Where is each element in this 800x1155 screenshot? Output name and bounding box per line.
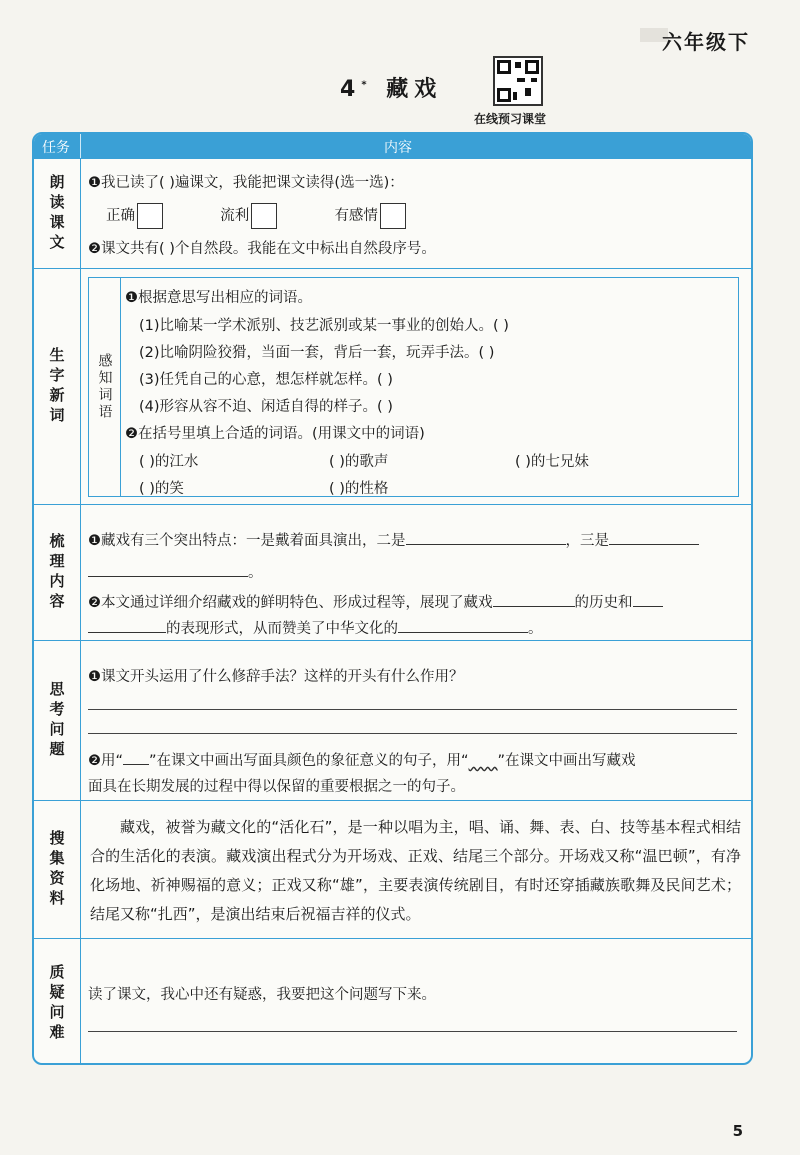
vocab-q2: ❷在括号里填上合适的词语。(用课文中的词语) [125, 426, 425, 442]
fill-item-1: ( )的江水 [139, 454, 199, 470]
option-emotion: 有感情 [334, 208, 378, 224]
outline-q2-c: 的表现形式，从而赞美了中华文化的 [166, 621, 398, 637]
think-q1: ❶课文开头运用了什么修辞手法？这样的开头有什么作用？ [88, 669, 464, 685]
answer-blank[interactable] [398, 618, 528, 633]
fill-item-2: ( )的歌声 [329, 454, 389, 470]
think-q2-d: 面具在长期发展的过程中得以保留的重要根据之一的句子。 [88, 779, 465, 795]
qr-caption: 在线预习课堂 [474, 112, 547, 126]
vocab-content [120, 277, 739, 497]
outline-q1-end: 。 [248, 565, 263, 581]
checkbox-emotion[interactable] [380, 203, 406, 229]
task-label: 朗读课文 [47, 174, 66, 254]
answer-blank[interactable] [88, 562, 248, 577]
think-q2-a: ❷用“ [88, 753, 124, 769]
section-think [34, 640, 751, 801]
think-q2-c: ”在课文中画出写藏戏 [497, 753, 636, 769]
outline-q2-end: 。 [528, 621, 543, 637]
vocab-item-4: (4)形容从容不迫、闲适自得的样子。( ) [139, 399, 393, 415]
fill-item-3: ( )的七兄妹 [515, 454, 589, 470]
outline-q2-b: 的历史和 [574, 595, 633, 611]
vocab-sublabel: 感知词语 [96, 353, 113, 421]
section-reading [34, 158, 751, 269]
vocab-item-3: (3)任凭自己的心意，想怎样就怎样。( ) [139, 372, 393, 388]
vocab-item-2: (2)比喻阴险狡猾，当面一套，背后一套，玩弄手法。( ) [139, 345, 495, 361]
fill-item-5: ( )的性格 [329, 481, 389, 497]
option-fluent: 流利 [220, 208, 250, 224]
lesson-title [340, 72, 442, 103]
think-q2-b: ”在课文中画出写面具颜色的象征意义的句子，用“ [149, 753, 469, 769]
answer-line[interactable] [88, 1031, 737, 1032]
col-task-header: 任务 [42, 140, 70, 156]
task-label: 搜集资料 [47, 830, 66, 910]
lesson-mark: * [361, 79, 373, 91]
task-label: 质疑问难 [47, 963, 66, 1044]
outline-q1-b: ，三是 [565, 533, 609, 549]
fill-item-4: ( )的笑 [139, 481, 184, 497]
info-paragraph: 藏戏，被誉为藏文化的“活化石”，是一种以唱为主，唱、诵、舞、表、白、技等基本程式相结合的生活化的表演。藏戏演出程式分为开场戏、正戏、结尾三个部分。开场戏又称“温巴顿”，有净化场地、祈神赐福的意义；正戏又称“雄”，主要表演传统剧目，有时还穿插藏族歌舞及民间艺术；结尾又称“扎西”，是演出结束后祝福吉祥的仪式。 [90, 818, 741, 923]
vocab-sublabel-box [88, 277, 120, 497]
outline-q1-a: ❶藏戏有三个突出特点：一是戴着面具演出，二是 [88, 533, 406, 549]
checkbox-correct[interactable] [137, 203, 163, 229]
col-content-header: 内容 [384, 140, 412, 156]
section-outline [34, 504, 751, 641]
qr-code-icon[interactable] [493, 56, 543, 106]
task-label: 思考问题 [47, 681, 66, 761]
table-header [34, 134, 751, 158]
answer-blank[interactable] [88, 618, 166, 633]
vocab-q1: ❶根据意思写出相应的词语。 [125, 290, 312, 306]
section-question [34, 938, 751, 1065]
outline-q2-a: ❷本文通过详细介绍藏戏的鲜明特色、形成过程等，展现了藏戏 [88, 595, 493, 611]
answer-blank[interactable] [609, 530, 699, 545]
checkbox-fluent[interactable] [251, 203, 277, 229]
task-label: 生字新词 [47, 347, 66, 427]
wavy-line-mark [469, 753, 498, 769]
option-correct: 正确 [106, 208, 135, 224]
study-table [32, 132, 753, 1065]
reading-q2: ❷课文共有( )个自然段。我能在文中标出自然段序号。 [88, 241, 436, 257]
straight-line-mark [123, 750, 149, 765]
reading-q1: ❶我已读了( )遍课文，我能把课文读得(选一选)： [88, 175, 404, 191]
grade-label: 六年级下 [662, 30, 750, 54]
lesson-number: 4 [340, 77, 362, 102]
answer-blank[interactable] [406, 530, 566, 545]
vocab-item-1: (1)比喻某一学术派别、技艺派别或某一事业的创始人。( ) [139, 318, 509, 334]
answer-blank[interactable] [493, 592, 575, 607]
answer-blank[interactable] [633, 592, 663, 607]
section-info [34, 800, 751, 939]
lesson-name: 藏戏 [386, 77, 443, 102]
answer-line[interactable] [88, 733, 737, 734]
section-vocab [34, 268, 751, 505]
page-number: 5 [732, 1122, 743, 1140]
answer-line[interactable] [88, 709, 737, 710]
task-label: 梳理内容 [47, 533, 66, 613]
question-prompt: 读了课文，我心中还有疑惑，我要把这个问题写下来。 [88, 987, 436, 1003]
